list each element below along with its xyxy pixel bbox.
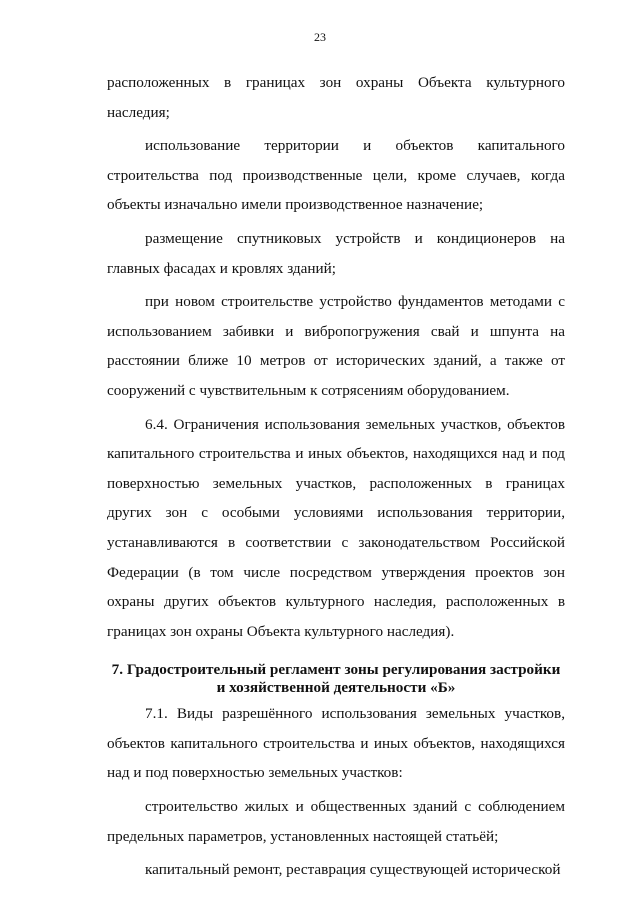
paragraph-foundation-works: при новом строительстве устройство фундаментов методами с использованием забивки и вибропогружения свай и шпунта на расстоянии ближе 10 метров от исторических зданий, а также от сооружений с чувствительным к сотрясениям оборудованием. [107, 293, 565, 399]
paragraph-satellite-devices: размещение спутниковых устройств и кондиционеров на главных фасадах и кровлях зданий; [107, 229, 565, 277]
section-7-heading-line-1: 7. Градостроительный регламент зоны регулирования застройки [111, 661, 561, 679]
page-number: 23 [314, 30, 326, 44]
section-7-heading [107, 661, 565, 697]
paragraph-continuation: расположенных в границах зон охраны Объекта культурного наследия; [107, 74, 565, 121]
paragraph-7-1: 7.1. Виды разрешённого использования земельных участков, объектов капитального строительства и иных объектов, находящихся над и под поверхностью земельных участков: [107, 705, 565, 782]
document-body [107, 68, 565, 889]
paragraph-production-use: использование территории и объектов капитального строительства под производственные цели, кроме случаев, когда объекты изначально имели производственное назначение; [107, 137, 565, 214]
section-7-heading-line-2: и хозяйственной деятельности «Б» [216, 679, 456, 697]
paragraph-restoration: капитальный ремонт, реставрация существующей исторической [145, 861, 561, 879]
paragraph-6-4: 6.4. Ограничения использования земельных участков, объектов капитального строительства и иных объектов, находящихся над и под поверхностью земельных участков, расположенных в границах других зон с особыми условиями использования территории, устанавливаются в соответствии с законодательством Российской Федерации (в том числе посредством утверждения проектов зон охраны других объектов культурного наследия, расположенных в границах зон охраны Объекта культурного наследия). [107, 415, 565, 640]
paragraph-construction: строительство жилых и общественных зданий с соблюдением предельных параметров, установленных настоящей статьёй; [107, 798, 565, 845]
